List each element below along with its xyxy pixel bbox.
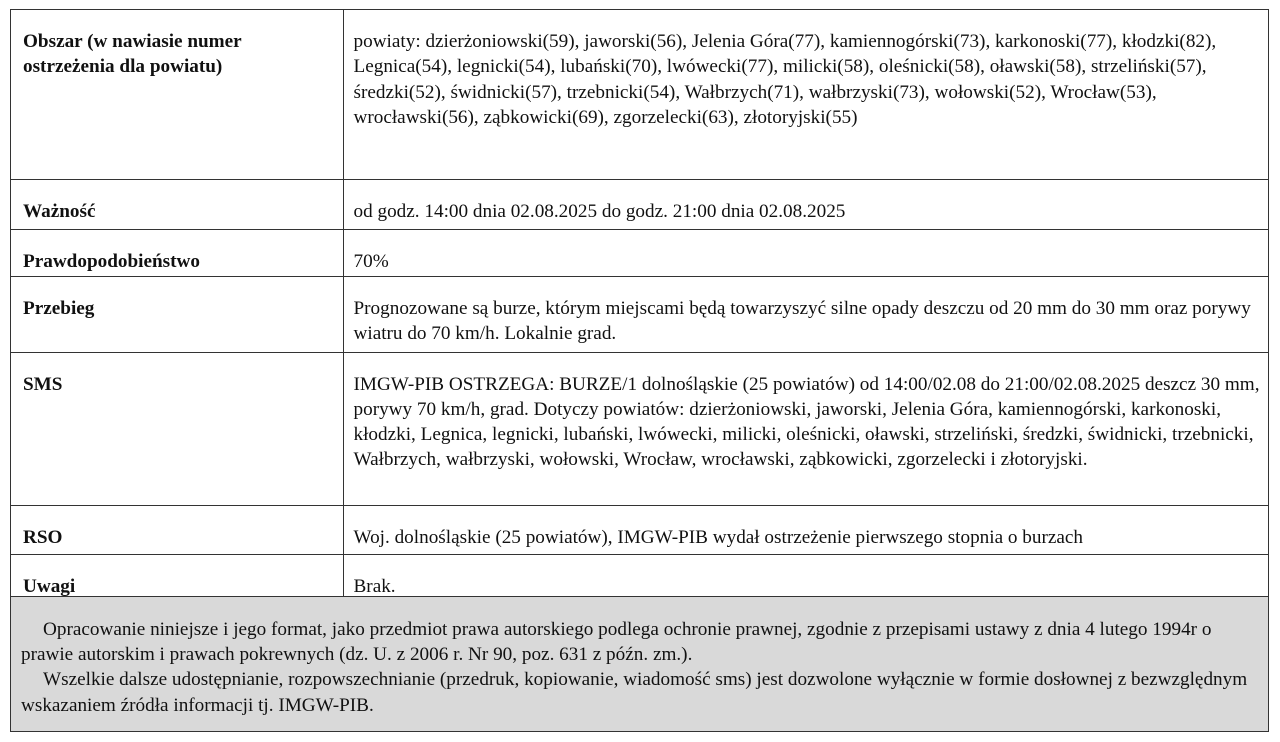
course-value: Prognozowane są burze, którym miejscami będą towarzyszyć silne opady deszczu od 20 mm do 30 mm oraz porywy wiatru do 70 km/h. Lokalnie grad. xyxy=(343,276,1268,352)
row-course xyxy=(11,276,1268,352)
remarks-label: Uwagi xyxy=(11,554,343,599)
copyright-footer xyxy=(11,596,1268,731)
rso-value: Woj. dolnośląskie (25 powiatów), IMGW-PIB wydał ostrzeżenie pierwszego stopnia o burzach xyxy=(343,505,1268,554)
row-validity xyxy=(11,179,1268,229)
validity-value: od godz. 14:00 dnia 02.08.2025 do godz. 21:00 dnia 02.08.2025 xyxy=(343,179,1268,229)
probability-label: Prawdopodobieństwo xyxy=(11,229,343,276)
row-area xyxy=(11,10,1268,179)
remarks-value: Brak. xyxy=(353,575,396,597)
distribution-paragraph: Wszelkie dalsze udostępnianie, rozpowszechnianie (przedruk, kopiowanie, wiadomość sms) jest dozwolone wyłącznie w formie dosłownej z bezwzględnym wskazaniem źródła informacji tj. IMGW-PIB. xyxy=(21,669,1248,716)
probability-value: 70% xyxy=(343,229,1268,276)
area-value: powiaty: dzierżoniowski(59), jaworski(56), Jelenia Góra(77), kamiennogórski(73), karkonoski(77), kłodzki(82), Legnica(54), legnicki(54), lubański(70), lwówecki(77), milicki(58), oleśnicki(58), oławski(58), strzeliński(57), średzki(52), świdnicki(57), trzebnicki(54), Wałbrzych(71), wałbrzyski(73), wołowski(52), Wrocław(53), wrocławski(56), ząbkowicki(69), zgorzelecki(63), złotoryjski(55) xyxy=(343,10,1268,179)
sms-label: SMS xyxy=(11,352,343,505)
row-rso xyxy=(11,505,1268,554)
course-label: Przebieg xyxy=(11,276,343,352)
sms-value: IMGW-PIB OSTRZEGA: BURZE/1 dolnośląskie (25 powiatów) od 14:00/02.08 do 21:00/02.08.2025 deszcz 30 mm, porywy 70 km/h, grad. Dotyczy powiatów: dzierżoniowski, jaworski, Jelenia Góra, kamiennogórski, karkonoski, kłodzki, Legnica, legnicki, lubański, lwówecki, milicki, oleśnicki, oławski, strzeliński, średzki, świdnicki, trzebnicki, Wałbrzych, wałbrzyski, wołowski, Wrocław, wrocławski, ząbkowicki, zgorzelecki i złotoryjski. xyxy=(343,352,1268,505)
row-remarks xyxy=(11,554,1268,599)
warning-document xyxy=(10,9,1269,732)
warning-table xyxy=(11,10,1268,599)
rso-label: RSO xyxy=(11,505,343,554)
area-label: Obszar (w nawiasie numer ostrzeżenia dla powiatu) xyxy=(11,10,343,179)
copyright-paragraph: Opracowanie niniejsze i jego format, jako przedmiot prawa autorskiego podlega ochronie prawnej, zgodnie z przepisami ustawy z dnia 4 lutego 1994r o prawie autorskim i prawach pokrewnych (dz. U. z 2006 r. Nr 90, poz. 631 z późn. zm.). xyxy=(21,619,1212,666)
validity-label: Ważność xyxy=(11,179,343,229)
row-sms xyxy=(11,352,1268,505)
row-probability xyxy=(11,229,1268,276)
